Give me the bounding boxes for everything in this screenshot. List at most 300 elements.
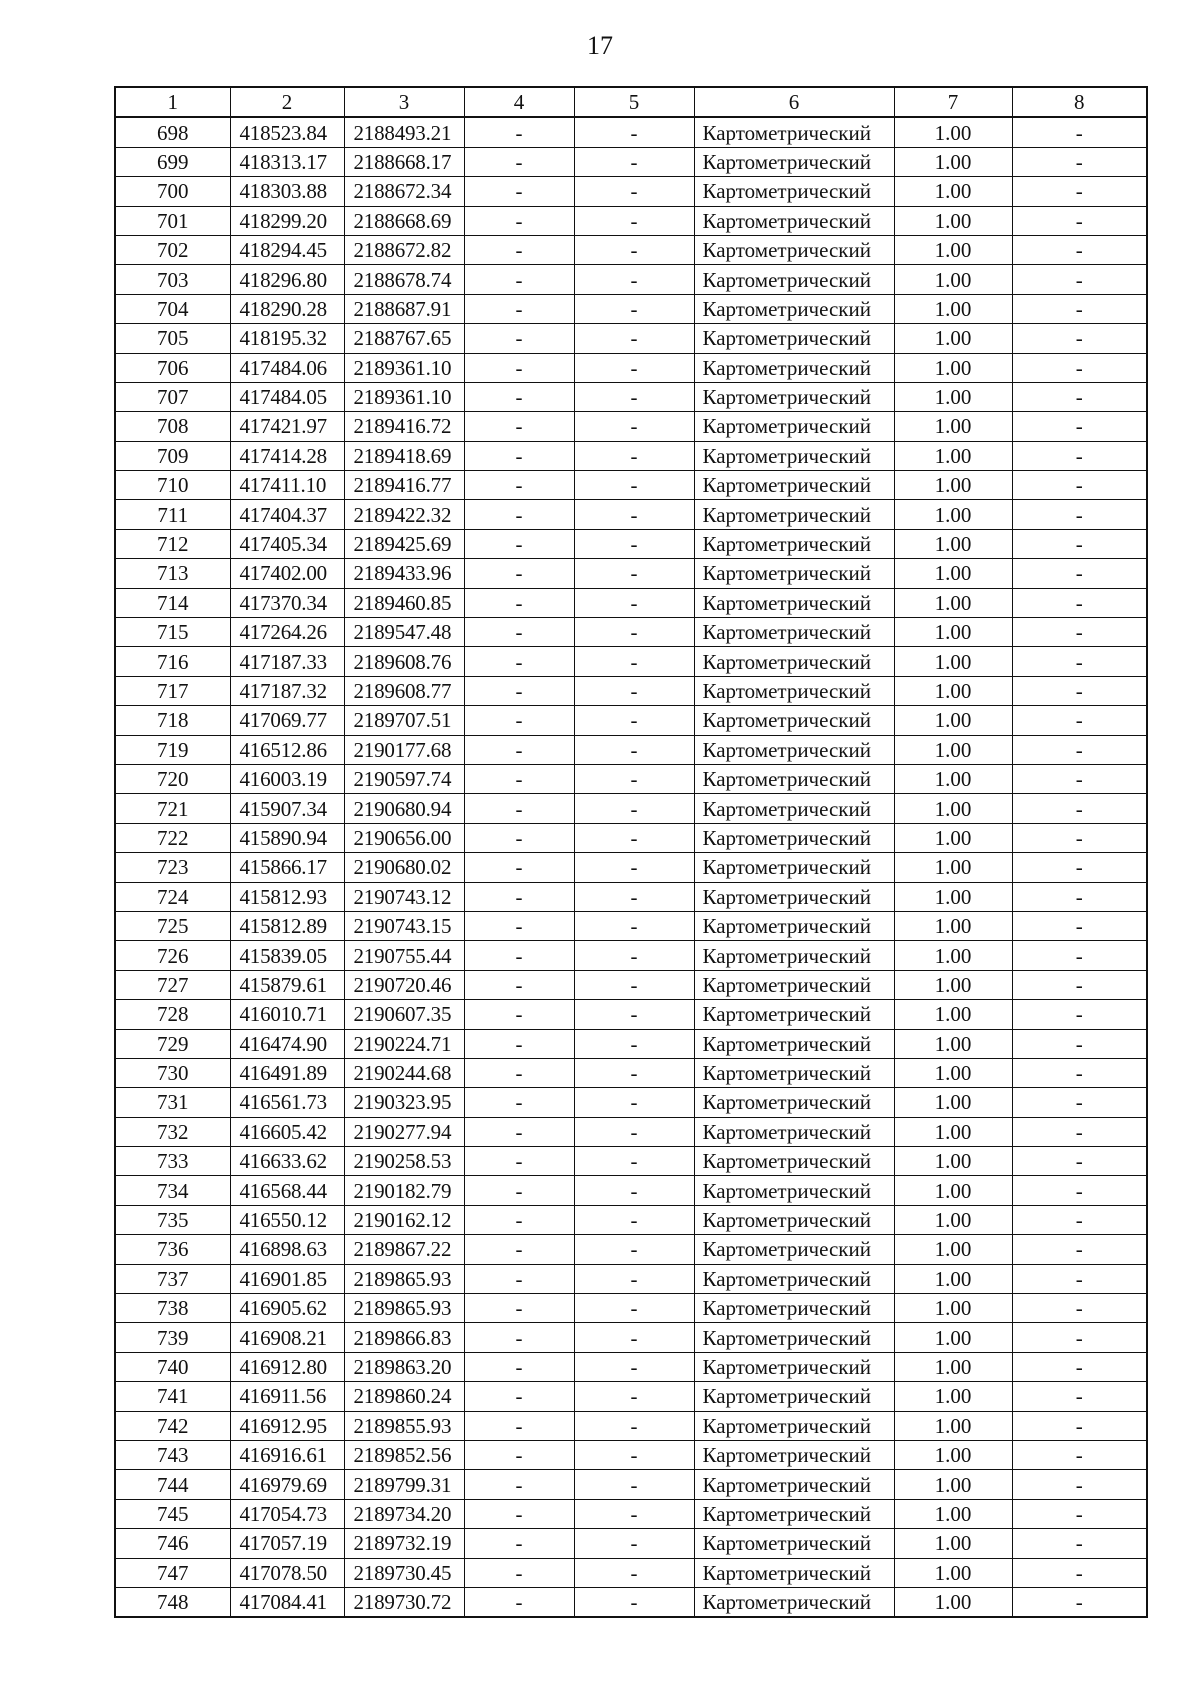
- y-coordinate-cell: 2190258.53: [344, 1147, 464, 1176]
- table-row: [115, 353, 1147, 382]
- column-header: 7: [894, 87, 1012, 117]
- column-8-cell: -: [1012, 735, 1147, 764]
- column-header: 5: [574, 87, 694, 117]
- method-cell: Картометрический: [694, 1558, 894, 1587]
- column-4-cell: -: [464, 1205, 574, 1234]
- x-coordinate-cell: 417054.73: [230, 1499, 344, 1528]
- y-coordinate-cell: 2190182.79: [344, 1176, 464, 1205]
- y-coordinate-cell: 2189433.96: [344, 559, 464, 588]
- column-5-cell: -: [574, 529, 694, 558]
- column-4-cell: -: [464, 618, 574, 647]
- column-5-cell: -: [574, 265, 694, 294]
- method-cell: Картометрический: [694, 1205, 894, 1234]
- point-number-cell: 743: [115, 1440, 230, 1469]
- point-number-cell: 707: [115, 382, 230, 411]
- y-coordinate-cell: 2189608.76: [344, 647, 464, 676]
- column-5-cell: -: [574, 706, 694, 735]
- page-number: 17: [587, 31, 613, 60]
- accuracy-cell: 1.00: [894, 1264, 1012, 1293]
- table-row: [115, 1205, 1147, 1234]
- column-5-cell: -: [574, 412, 694, 441]
- x-coordinate-cell: 418523.84: [230, 117, 344, 147]
- column-8-cell: -: [1012, 324, 1147, 353]
- column-4-cell: -: [464, 559, 574, 588]
- x-coordinate-cell: 417402.00: [230, 559, 344, 588]
- method-cell: Картометрический: [694, 177, 894, 206]
- method-cell: Картометрический: [694, 412, 894, 441]
- accuracy-cell: 1.00: [894, 588, 1012, 617]
- column-5-cell: -: [574, 324, 694, 353]
- method-cell: Картометрический: [694, 588, 894, 617]
- column-8-cell: -: [1012, 177, 1147, 206]
- y-coordinate-cell: 2190607.35: [344, 1000, 464, 1029]
- x-coordinate-cell: 418195.32: [230, 324, 344, 353]
- x-coordinate-cell: 416568.44: [230, 1176, 344, 1205]
- method-cell: Картометрический: [694, 970, 894, 999]
- table-row: [115, 911, 1147, 940]
- x-coordinate-cell: 417078.50: [230, 1558, 344, 1587]
- accuracy-cell: 1.00: [894, 1294, 1012, 1323]
- x-coordinate-cell: 416512.86: [230, 735, 344, 764]
- point-number-cell: 725: [115, 911, 230, 940]
- accuracy-cell: 1.00: [894, 1029, 1012, 1058]
- column-4-cell: -: [464, 1117, 574, 1146]
- accuracy-cell: 1.00: [894, 1323, 1012, 1352]
- accuracy-cell: 1.00: [894, 794, 1012, 823]
- accuracy-cell: 1.00: [894, 471, 1012, 500]
- column-4-cell: -: [464, 1058, 574, 1087]
- method-cell: Картометрический: [694, 206, 894, 235]
- y-coordinate-cell: 2190224.71: [344, 1029, 464, 1058]
- column-4-cell: -: [464, 1587, 574, 1617]
- column-8-cell: -: [1012, 676, 1147, 705]
- column-5-cell: -: [574, 353, 694, 382]
- y-coordinate-cell: 2190680.02: [344, 853, 464, 882]
- x-coordinate-cell: 415839.05: [230, 941, 344, 970]
- accuracy-cell: 1.00: [894, 1117, 1012, 1146]
- column-8-cell: -: [1012, 441, 1147, 470]
- point-number-cell: 728: [115, 1000, 230, 1029]
- y-coordinate-cell: 2190162.12: [344, 1205, 464, 1234]
- point-number-cell: 730: [115, 1058, 230, 1087]
- y-coordinate-cell: 2189865.93: [344, 1294, 464, 1323]
- column-5-cell: -: [574, 1499, 694, 1528]
- method-cell: Картометрический: [694, 1000, 894, 1029]
- accuracy-cell: 1.00: [894, 1058, 1012, 1087]
- method-cell: Картометрический: [694, 1147, 894, 1176]
- column-5-cell: -: [574, 1411, 694, 1440]
- accuracy-cell: 1.00: [894, 324, 1012, 353]
- column-8-cell: -: [1012, 1558, 1147, 1587]
- y-coordinate-cell: 2190743.15: [344, 911, 464, 940]
- x-coordinate-cell: 418299.20: [230, 206, 344, 235]
- column-5-cell: -: [574, 147, 694, 176]
- column-8-cell: -: [1012, 1323, 1147, 1352]
- accuracy-cell: 1.00: [894, 206, 1012, 235]
- point-number-cell: 699: [115, 147, 230, 176]
- y-coordinate-cell: 2190720.46: [344, 970, 464, 999]
- x-coordinate-cell: 417069.77: [230, 706, 344, 735]
- table-row: [115, 794, 1147, 823]
- x-coordinate-cell: 417370.34: [230, 588, 344, 617]
- y-coordinate-cell: 2189730.72: [344, 1587, 464, 1617]
- method-cell: Картометрический: [694, 647, 894, 676]
- column-5-cell: -: [574, 235, 694, 264]
- accuracy-cell: 1.00: [894, 147, 1012, 176]
- y-coordinate-cell: 2189855.93: [344, 1411, 464, 1440]
- column-4-cell: -: [464, 1029, 574, 1058]
- accuracy-cell: 1.00: [894, 1000, 1012, 1029]
- column-8-cell: -: [1012, 853, 1147, 882]
- table-row: [115, 823, 1147, 852]
- table-row: [115, 1000, 1147, 1029]
- column-4-cell: -: [464, 294, 574, 323]
- table-row: [115, 235, 1147, 264]
- method-cell: Картометрический: [694, 353, 894, 382]
- point-number-cell: 746: [115, 1529, 230, 1558]
- column-8-cell: -: [1012, 647, 1147, 676]
- table-row: [115, 1470, 1147, 1499]
- column-5-cell: -: [574, 1235, 694, 1264]
- table-row: [115, 1264, 1147, 1293]
- column-4-cell: -: [464, 324, 574, 353]
- x-coordinate-cell: 416491.89: [230, 1058, 344, 1087]
- column-5-cell: -: [574, 1000, 694, 1029]
- method-cell: Картометрический: [694, 764, 894, 793]
- table-row: [115, 1117, 1147, 1146]
- method-cell: Картометрический: [694, 382, 894, 411]
- table-row: [115, 471, 1147, 500]
- method-cell: Картометрический: [694, 1029, 894, 1058]
- y-coordinate-cell: 2190597.74: [344, 764, 464, 793]
- table-row: [115, 1352, 1147, 1381]
- table-row: [115, 206, 1147, 235]
- column-8-cell: -: [1012, 294, 1147, 323]
- method-cell: Картометрический: [694, 235, 894, 264]
- y-coordinate-cell: 2189361.10: [344, 353, 464, 382]
- column-4-cell: -: [464, 676, 574, 705]
- table-row: [115, 1323, 1147, 1352]
- y-coordinate-cell: 2190177.68: [344, 735, 464, 764]
- column-5-cell: -: [574, 588, 694, 617]
- table-row: [115, 1411, 1147, 1440]
- accuracy-cell: 1.00: [894, 1235, 1012, 1264]
- column-8-cell: -: [1012, 823, 1147, 852]
- table-row: [115, 1294, 1147, 1323]
- table-row: [115, 382, 1147, 411]
- y-coordinate-cell: 2189730.45: [344, 1558, 464, 1587]
- x-coordinate-cell: 417264.26: [230, 618, 344, 647]
- column-5-cell: -: [574, 735, 694, 764]
- x-coordinate-cell: 416908.21: [230, 1323, 344, 1352]
- column-5-cell: -: [574, 1440, 694, 1469]
- table-row: [115, 147, 1147, 176]
- method-cell: Картометрический: [694, 853, 894, 882]
- column-8-cell: -: [1012, 1205, 1147, 1234]
- column-5-cell: -: [574, 1205, 694, 1234]
- x-coordinate-cell: 417411.10: [230, 471, 344, 500]
- table-row: [115, 1558, 1147, 1587]
- point-number-cell: 736: [115, 1235, 230, 1264]
- x-coordinate-cell: 416474.90: [230, 1029, 344, 1058]
- point-number-cell: 716: [115, 647, 230, 676]
- table-row: [115, 117, 1147, 147]
- point-number-cell: 747: [115, 1558, 230, 1587]
- column-5-cell: -: [574, 618, 694, 647]
- column-4-cell: -: [464, 706, 574, 735]
- x-coordinate-cell: 417414.28: [230, 441, 344, 470]
- accuracy-cell: 1.00: [894, 1587, 1012, 1617]
- table-row: [115, 1147, 1147, 1176]
- column-5-cell: -: [574, 1558, 694, 1587]
- table-row: [115, 735, 1147, 764]
- x-coordinate-cell: 418290.28: [230, 294, 344, 323]
- column-4-cell: -: [464, 500, 574, 529]
- method-cell: Картометрический: [694, 324, 894, 353]
- point-number-cell: 710: [115, 471, 230, 500]
- column-5-cell: -: [574, 500, 694, 529]
- method-cell: Картометрический: [694, 265, 894, 294]
- column-4-cell: -: [464, 588, 574, 617]
- y-coordinate-cell: 2188678.74: [344, 265, 464, 294]
- column-4-cell: -: [464, 529, 574, 558]
- table-row: [115, 1235, 1147, 1264]
- point-number-cell: 745: [115, 1499, 230, 1528]
- column-8-cell: -: [1012, 206, 1147, 235]
- column-5-cell: -: [574, 647, 694, 676]
- column-4-cell: -: [464, 412, 574, 441]
- point-number-cell: 712: [115, 529, 230, 558]
- method-cell: Картометрический: [694, 1587, 894, 1617]
- y-coordinate-cell: 2190656.00: [344, 823, 464, 852]
- method-cell: Картометрический: [694, 1176, 894, 1205]
- accuracy-cell: 1.00: [894, 823, 1012, 852]
- column-8-cell: -: [1012, 1352, 1147, 1381]
- accuracy-cell: 1.00: [894, 882, 1012, 911]
- accuracy-cell: 1.00: [894, 441, 1012, 470]
- x-coordinate-cell: 418296.80: [230, 265, 344, 294]
- accuracy-cell: 1.00: [894, 1147, 1012, 1176]
- method-cell: Картометрический: [694, 941, 894, 970]
- method-cell: Картометрический: [694, 117, 894, 147]
- y-coordinate-cell: 2189416.72: [344, 412, 464, 441]
- column-8-cell: -: [1012, 471, 1147, 500]
- accuracy-cell: 1.00: [894, 970, 1012, 999]
- point-number-cell: 729: [115, 1029, 230, 1058]
- column-5-cell: -: [574, 382, 694, 411]
- x-coordinate-cell: 417421.97: [230, 412, 344, 441]
- point-number-cell: 724: [115, 882, 230, 911]
- method-cell: Картометрический: [694, 1411, 894, 1440]
- column-4-cell: -: [464, 147, 574, 176]
- accuracy-cell: 1.00: [894, 1088, 1012, 1117]
- table-row: [115, 882, 1147, 911]
- y-coordinate-cell: 2189734.20: [344, 1499, 464, 1528]
- table-row: [115, 294, 1147, 323]
- column-5-cell: -: [574, 1323, 694, 1352]
- column-4-cell: -: [464, 1323, 574, 1352]
- y-coordinate-cell: 2188493.21: [344, 117, 464, 147]
- column-4-cell: -: [464, 382, 574, 411]
- point-number-cell: 706: [115, 353, 230, 382]
- column-8-cell: -: [1012, 794, 1147, 823]
- point-number-cell: 713: [115, 559, 230, 588]
- x-coordinate-cell: 417187.33: [230, 647, 344, 676]
- column-4-cell: -: [464, 1000, 574, 1029]
- y-coordinate-cell: 2190323.95: [344, 1088, 464, 1117]
- column-8-cell: -: [1012, 588, 1147, 617]
- table-row: [115, 588, 1147, 617]
- x-coordinate-cell: 417405.34: [230, 529, 344, 558]
- table-row: [115, 265, 1147, 294]
- table-row: [115, 1382, 1147, 1411]
- column-8-cell: -: [1012, 1470, 1147, 1499]
- column-4-cell: -: [464, 1529, 574, 1558]
- table-row: [115, 676, 1147, 705]
- column-4-cell: -: [464, 1176, 574, 1205]
- column-8-cell: -: [1012, 764, 1147, 793]
- column-4-cell: -: [464, 970, 574, 999]
- x-coordinate-cell: 417484.05: [230, 382, 344, 411]
- accuracy-cell: 1.00: [894, 382, 1012, 411]
- accuracy-cell: 1.00: [894, 911, 1012, 940]
- table-row: [115, 1176, 1147, 1205]
- column-5-cell: -: [574, 911, 694, 940]
- accuracy-cell: 1.00: [894, 941, 1012, 970]
- column-5-cell: -: [574, 294, 694, 323]
- x-coordinate-cell: 416911.56: [230, 1382, 344, 1411]
- accuracy-cell: 1.00: [894, 559, 1012, 588]
- y-coordinate-cell: 2188668.17: [344, 147, 464, 176]
- column-header: 4: [464, 87, 574, 117]
- table-row: [115, 1499, 1147, 1528]
- column-8-cell: -: [1012, 1587, 1147, 1617]
- table-row: [115, 1529, 1147, 1558]
- table-row: [115, 1029, 1147, 1058]
- table-row: [115, 412, 1147, 441]
- method-cell: Картометрический: [694, 1352, 894, 1381]
- column-8-cell: -: [1012, 970, 1147, 999]
- method-cell: Картометрический: [694, 1529, 894, 1558]
- point-number-cell: 732: [115, 1117, 230, 1146]
- table-row: [115, 559, 1147, 588]
- point-number-cell: 714: [115, 588, 230, 617]
- table-row: [115, 1058, 1147, 1087]
- column-4-cell: -: [464, 1235, 574, 1264]
- point-number-cell: 709: [115, 441, 230, 470]
- table-body: [115, 117, 1147, 1617]
- point-number-cell: 726: [115, 941, 230, 970]
- point-number-cell: 748: [115, 1587, 230, 1617]
- accuracy-cell: 1.00: [894, 706, 1012, 735]
- x-coordinate-cell: 415890.94: [230, 823, 344, 852]
- method-cell: Картометрический: [694, 1264, 894, 1293]
- column-5-cell: -: [574, 1264, 694, 1293]
- accuracy-cell: 1.00: [894, 1382, 1012, 1411]
- column-5-cell: -: [574, 1117, 694, 1146]
- column-8-cell: -: [1012, 1235, 1147, 1264]
- accuracy-cell: 1.00: [894, 1352, 1012, 1381]
- y-coordinate-cell: 2188672.34: [344, 177, 464, 206]
- method-cell: Картометрический: [694, 1323, 894, 1352]
- table-header-row: [115, 87, 1147, 117]
- column-header: 8: [1012, 87, 1147, 117]
- x-coordinate-cell: 415879.61: [230, 970, 344, 999]
- accuracy-cell: 1.00: [894, 412, 1012, 441]
- column-5-cell: -: [574, 676, 694, 705]
- y-coordinate-cell: 2189547.48: [344, 618, 464, 647]
- table-row: [115, 1587, 1147, 1617]
- accuracy-cell: 1.00: [894, 500, 1012, 529]
- column-4-cell: -: [464, 353, 574, 382]
- method-cell: Картометрический: [694, 1117, 894, 1146]
- y-coordinate-cell: 2189418.69: [344, 441, 464, 470]
- method-cell: Картометрический: [694, 1470, 894, 1499]
- accuracy-cell: 1.00: [894, 1529, 1012, 1558]
- table-row: [115, 706, 1147, 735]
- method-cell: Картометрический: [694, 294, 894, 323]
- accuracy-cell: 1.00: [894, 1176, 1012, 1205]
- point-number-cell: 741: [115, 1382, 230, 1411]
- y-coordinate-cell: 2189425.69: [344, 529, 464, 558]
- point-number-cell: 719: [115, 735, 230, 764]
- point-number-cell: 702: [115, 235, 230, 264]
- column-8-cell: -: [1012, 235, 1147, 264]
- column-header: 1: [115, 87, 230, 117]
- method-cell: Картометрический: [694, 1088, 894, 1117]
- y-coordinate-cell: 2190755.44: [344, 941, 464, 970]
- column-8-cell: -: [1012, 1382, 1147, 1411]
- y-coordinate-cell: 2189732.19: [344, 1529, 464, 1558]
- column-4-cell: -: [464, 1499, 574, 1528]
- table-row: [115, 941, 1147, 970]
- method-cell: Картометрический: [694, 471, 894, 500]
- point-number-cell: 708: [115, 412, 230, 441]
- method-cell: Картометрический: [694, 441, 894, 470]
- accuracy-cell: 1.00: [894, 618, 1012, 647]
- table-row: [115, 324, 1147, 353]
- accuracy-cell: 1.00: [894, 265, 1012, 294]
- column-8-cell: -: [1012, 117, 1147, 147]
- x-coordinate-cell: 415812.89: [230, 911, 344, 940]
- method-cell: Картометрический: [694, 1382, 894, 1411]
- column-4-cell: -: [464, 1352, 574, 1381]
- y-coordinate-cell: 2190743.12: [344, 882, 464, 911]
- point-number-cell: 703: [115, 265, 230, 294]
- y-coordinate-cell: 2189867.22: [344, 1235, 464, 1264]
- point-number-cell: 731: [115, 1088, 230, 1117]
- point-number-cell: 698: [115, 117, 230, 147]
- method-cell: Картометрический: [694, 500, 894, 529]
- point-number-cell: 727: [115, 970, 230, 999]
- table-row: [115, 618, 1147, 647]
- column-4-cell: -: [464, 823, 574, 852]
- column-5-cell: -: [574, 1352, 694, 1381]
- column-4-cell: -: [464, 206, 574, 235]
- accuracy-cell: 1.00: [894, 735, 1012, 764]
- point-number-cell: 740: [115, 1352, 230, 1381]
- x-coordinate-cell: 416912.95: [230, 1411, 344, 1440]
- column-8-cell: -: [1012, 618, 1147, 647]
- point-number-cell: 705: [115, 324, 230, 353]
- point-number-cell: 734: [115, 1176, 230, 1205]
- table-row: [115, 647, 1147, 676]
- accuracy-cell: 1.00: [894, 353, 1012, 382]
- column-5-cell: -: [574, 823, 694, 852]
- x-coordinate-cell: 417187.32: [230, 676, 344, 705]
- column-8-cell: -: [1012, 1440, 1147, 1469]
- y-coordinate-cell: 2190277.94: [344, 1117, 464, 1146]
